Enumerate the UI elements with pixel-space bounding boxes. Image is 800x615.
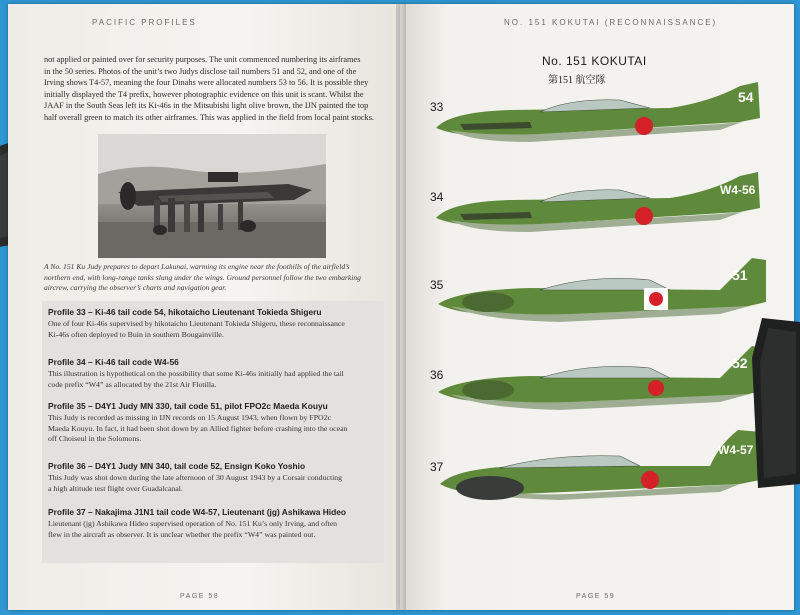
- paperweight-right: [752, 318, 800, 488]
- paragraph-line: not applied or painted over for security purposes. The unit commenced numbering its airframes: [44, 55, 361, 64]
- profile-title: Profile 35 – D4Y1 Judy MN 330, tail code 51, pilot FPO2c Maeda Kouyu: [48, 401, 328, 411]
- profile-note-37: [48, 507, 380, 540]
- book-spread: [8, 4, 794, 610]
- profile-text-line: Maeda Kouyu. In fact, it had been shot down by an Allied fighter before crashing into the ocean: [48, 423, 348, 433]
- profile-text-line: One of four Ki-46s supervised by hikotaicho Lieutenant Tokieda Shigeru, these reconnaissance: [48, 319, 345, 328]
- tail-code: 54: [738, 89, 754, 105]
- profile-text: [48, 369, 380, 390]
- paragraph-line: Irving shows T4-57, meaning the four Dinahs were allocated numbers 53 to 56. It is possible they: [44, 78, 369, 88]
- caption-line: northern end, with long-range tanks slung under the wings. Ground personnel follow the two embarking: [44, 272, 361, 282]
- paragraph-line: initially displayed the T4 prefix, however photographic evidence on this unit is scant. Whilst the: [44, 89, 364, 99]
- running-header-right: NO. 151 KOKUTAI (RECONNAISSANCE): [504, 18, 718, 27]
- photo-caption: [44, 262, 384, 294]
- profile-note-34: [48, 357, 380, 390]
- profile-note-36: [48, 461, 380, 494]
- profile-text-line: flew in the aircraft as observer. It is unclear whether the prefix “W4” was painted out.: [48, 529, 316, 539]
- caption-line: aircrew, carrying the observer’s charts and navigation gear.: [44, 283, 227, 292]
- running-header-left: PACIFIC PROFILES: [92, 18, 197, 27]
- aircraft-profile-34: [420, 162, 780, 250]
- profile-text-line: This Judy is recorded as missing in IJN records on 15 August 1943, when flown by FPO2c: [48, 413, 332, 422]
- profile-notes-box: [42, 301, 384, 563]
- profile-number: 34: [430, 190, 444, 204]
- profile-title: Profile 34 – Ki-46 tail code W4-56: [48, 357, 179, 367]
- paragraph-line: half overall green to match its other airframes. This was applied in the field from local paint stocks.: [44, 112, 375, 122]
- paragraph-line: in the 50 series. Photos of the unit’s two Judys disclose tail numbers 51 and 52, and one of the: [44, 66, 357, 76]
- aircraft-profile-36: [420, 338, 780, 426]
- unit-title-japanese: 第151 航空隊: [548, 75, 606, 86]
- profile-text-line: This Judy was shot down during the late afternoon of 30 August 1943 by a Corsair conducting: [48, 473, 343, 482]
- profile-text-line: off Choiseul in the Solomons.: [48, 434, 142, 443]
- profile-text-line: Ki-46s often deployed to Buin in southern Bougainville.: [48, 329, 224, 339]
- page-number-right: PAGE 59: [576, 593, 616, 600]
- profile-title: Profile 37 – Nakajima J1N1 tail code W4-57, Lieutenant (jg) Ashikawa Hideo: [48, 507, 347, 517]
- profile-note-35: [48, 401, 380, 445]
- profile-title: Profile 33 – Ki-46 tail code 54, hikotaicho Lieutenant Tokieda Shigeru: [48, 307, 322, 317]
- aircraft-profile-37: [420, 424, 780, 512]
- unit-title: No. 151 KOKUTAI: [542, 54, 647, 68]
- book-gutter: [396, 4, 406, 610]
- caption-line: A No. 151 Ku Judy prepares to depart Lakunai, warming its engine near the foothills of the airfield’s: [44, 262, 350, 271]
- tail-code: W4-56: [720, 183, 756, 197]
- profile-text-line: Lieutenant (jg) Ashikawa Hideo supervised operation of No. 151 Ku’s only Irving, and often: [48, 519, 338, 528]
- tail-code: 51: [732, 267, 748, 283]
- right-page: [400, 4, 794, 610]
- left-page: [8, 4, 400, 610]
- profile-text-line: This illustration is hypothetical on the possibility that some Ki-46s initially had applied the tail: [48, 369, 344, 378]
- profile-title: Profile 36 – D4Y1 Judy MN 340, tail code 52, Ensign Koko Yoshio: [48, 461, 306, 471]
- aircraft-profile-33: [420, 72, 780, 160]
- tail-code: 52: [732, 355, 748, 371]
- profile-text: [48, 319, 380, 340]
- page-number-left: PAGE 58: [180, 593, 220, 600]
- profile-number: 35: [430, 278, 444, 292]
- tail-code: W4-57: [718, 443, 754, 457]
- profile-text: [48, 413, 380, 445]
- profile-text: [48, 473, 380, 494]
- profile-text-line: a high altitude test flight over Guadalcanal.: [48, 483, 183, 493]
- profile-number: 37: [430, 460, 444, 474]
- profile-text-line: code prefix “W4” as allocated by the 21st Air Flotilla.: [48, 379, 217, 389]
- archival-photo: [98, 134, 326, 258]
- profile-text: [48, 519, 380, 540]
- profile-note-33: [48, 307, 380, 340]
- intro-paragraph: [44, 54, 384, 124]
- paragraph-line: JAAF in the South Seas left its Ki-46s in the Mitsubishi light olive brown, the IJN painted the top: [44, 101, 369, 111]
- profile-number: 33: [430, 100, 444, 114]
- profile-number: 36: [430, 368, 444, 382]
- aircraft-profile-35: [420, 250, 780, 338]
